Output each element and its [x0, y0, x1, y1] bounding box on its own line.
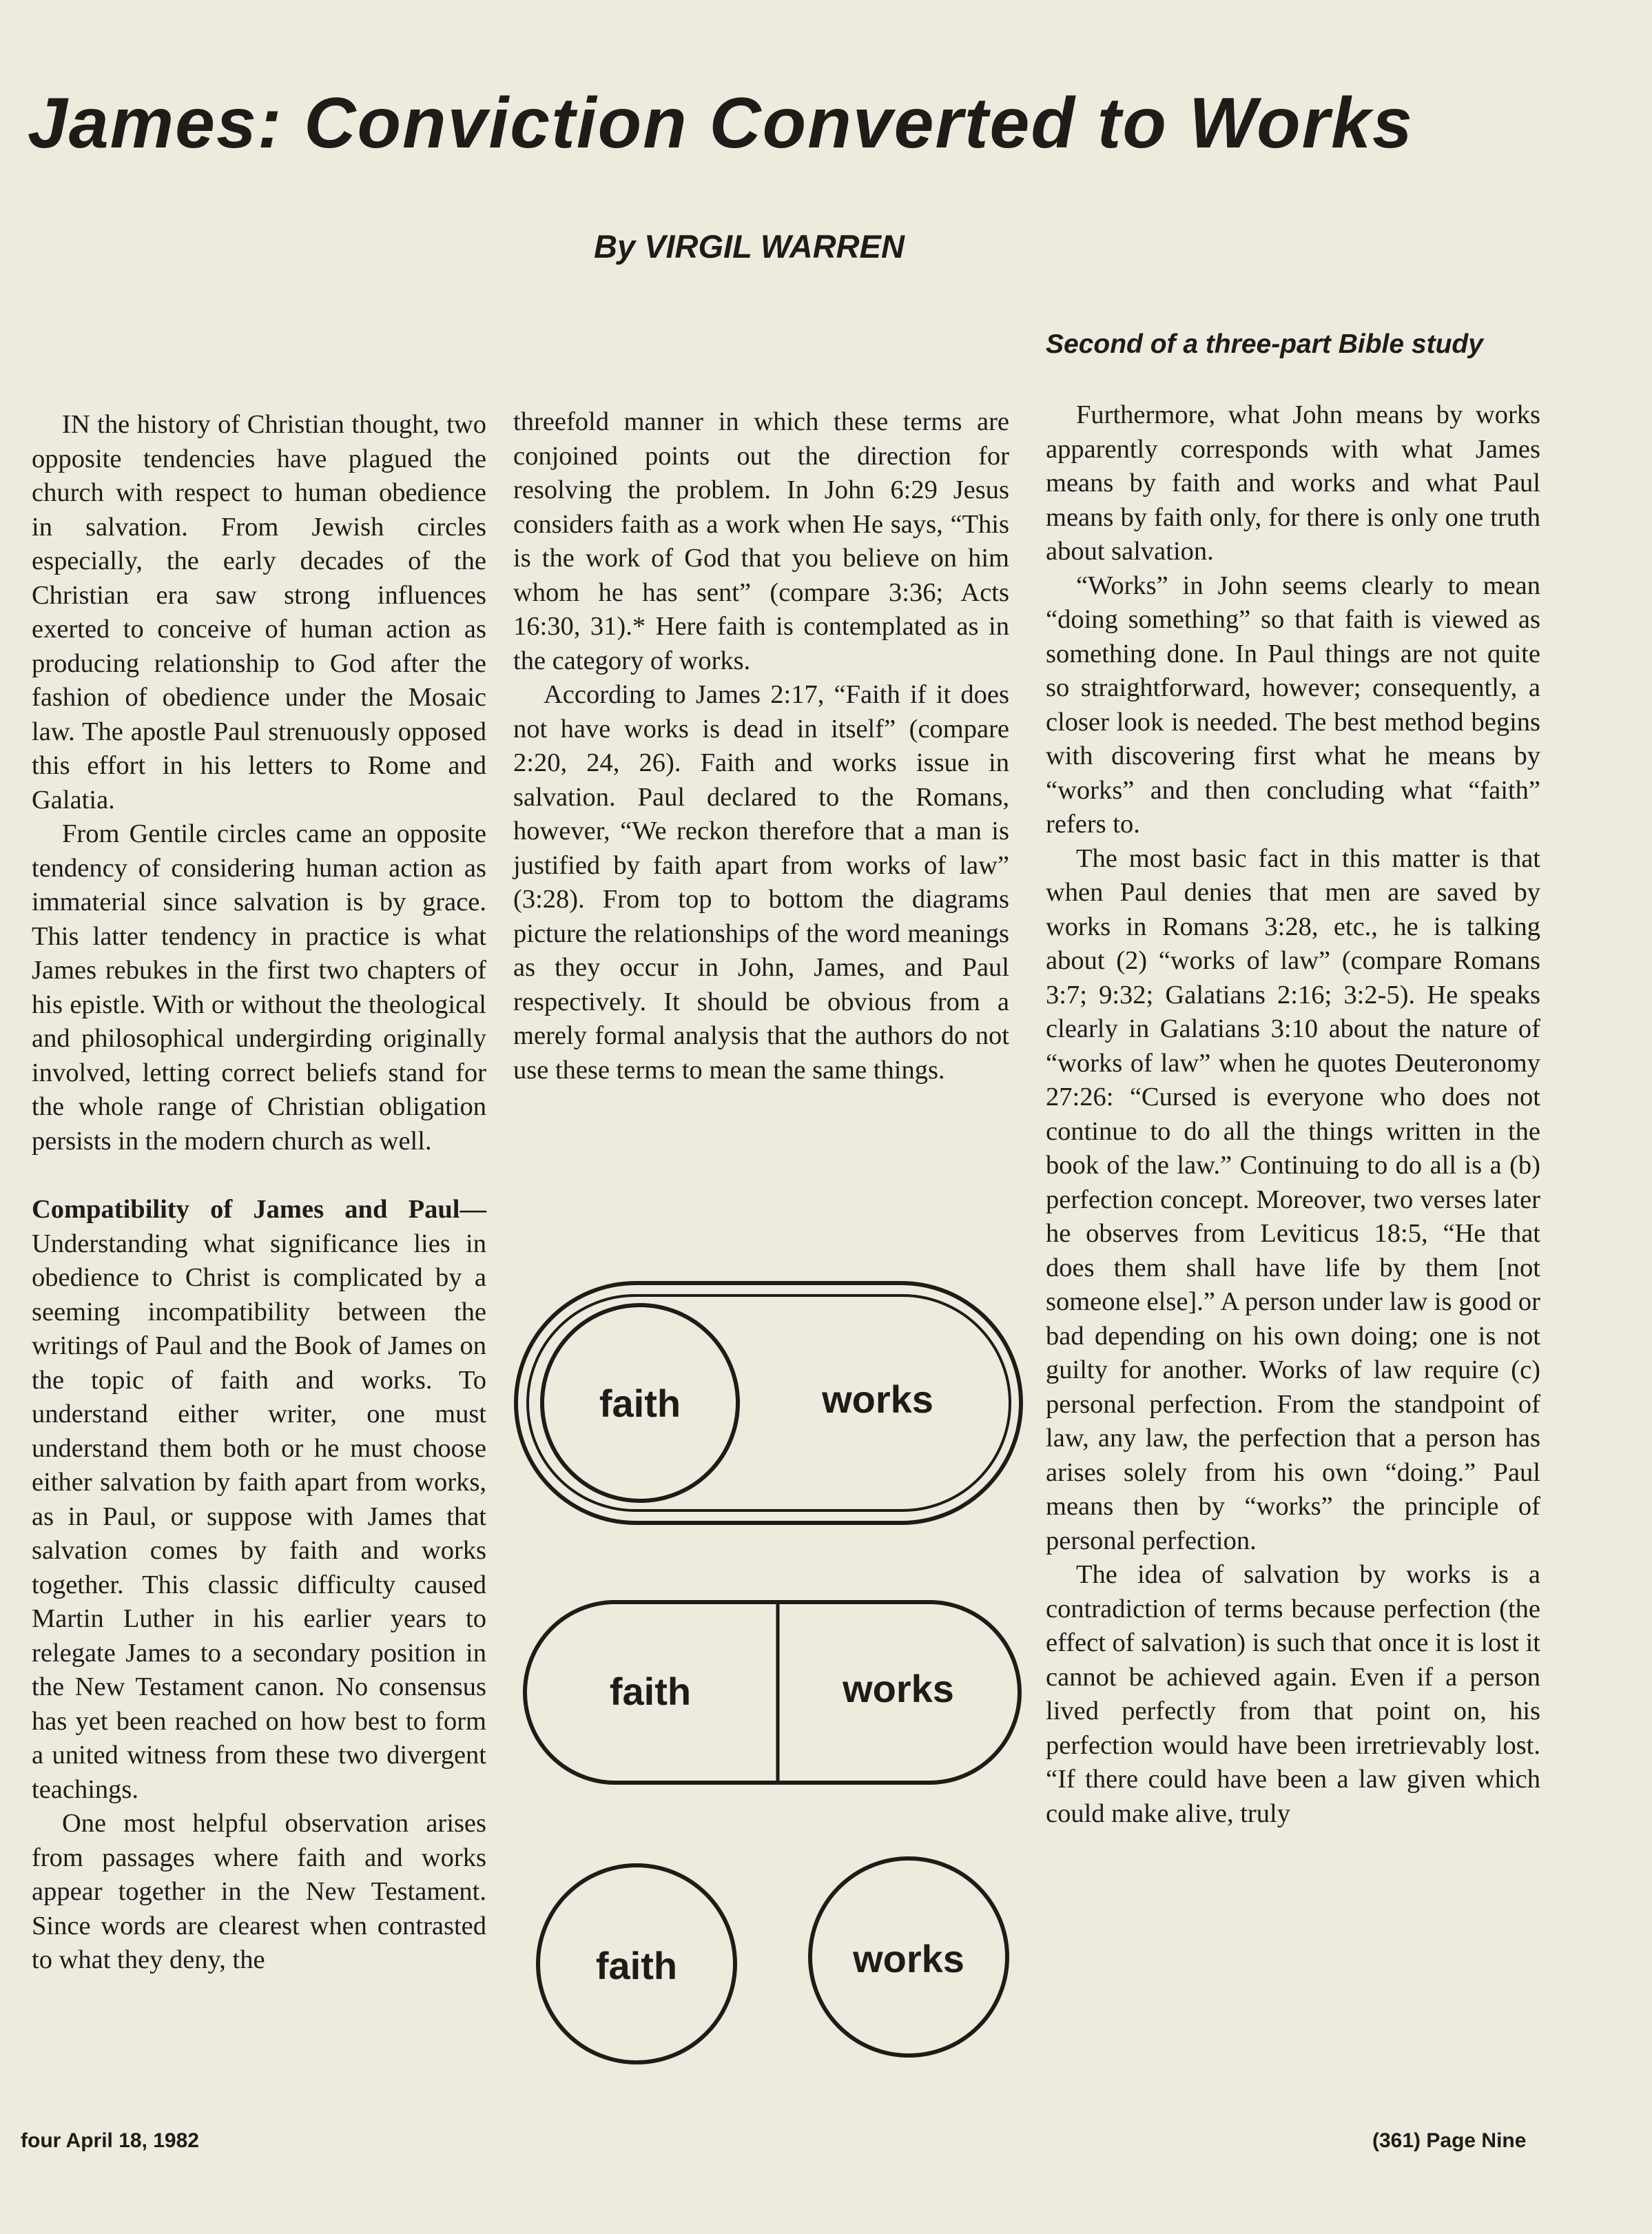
diagram-svg: [513, 1275, 1028, 2102]
section-heading: Compatibility of James and Paul—: [32, 1195, 486, 1224]
section-text: Understanding what significance lies in obedience to Christ is complicated by a seeming incompatibility between the writings of Paul and the Book of James on the topic of faith and works. To understand either writer, one must understand them both or he must choose either salvation by faith apart from works, as in Paul, or suppose with James that salvation comes by faith and works together. This classic difficulty caused Martin Luther in his earlier years to relegate James to a secondary position in the New Testament canon. No consensus has yet been reached on how best to form a united witness from these two divergent teachings.: [32, 1229, 486, 1804]
diagram-paul-faith-label: faith: [595, 1944, 678, 1987]
byline: By VIRGIL WARREN: [594, 228, 905, 265]
paragraph: From Gentile circles came an opposite tendency of considering human action as immaterial since salvation is by grace. This latter tendency in practice is what James rebukes in the first two chapters of his epistle. With or without the theological and philosophical undergirding originally involved, letting correct beliefs stand for the whole range of Christian obligation persists in the modern church as well.: [32, 819, 486, 1156]
column-right: [1046, 398, 1540, 1831]
diagram-james-works-label: works: [843, 1667, 954, 1710]
faith-works-diagrams: [513, 1275, 1028, 2102]
paragraph: One most helpful observation arises from passages where faith and works appear together in the New Testament. Since words are clearest when contrasted to what they deny, the: [32, 1809, 486, 1974]
diagram-james-faith-label: faith: [609, 1670, 692, 1713]
diagram-paul-works-label: works: [853, 1937, 964, 1980]
diagram-james: [525, 1602, 1020, 1783]
paragraph: IN the history of Christian thought, two opposite tendencies have plagued the church with respect to human obedience in salvation. From Jewish circles especially, the early decades of the Christian era saw strong influences exerted to conceive of human action as producing relationship to God after the fashion of obedience under the Mosaic law. The apostle Paul strenuously opposed this effort in his letters to Rome and Galatia.: [32, 410, 486, 814]
section-paragraph: [32, 1193, 486, 1807]
paragraph: “Works” in John seems clearly to mean “doing something” so that faith is viewed as something done. In Paul things are not quite so straightforward, however; consequently, a closer look is needed. The best method begins with discovering first what he means by “works” and then concluding what “faith” refers to.: [1046, 571, 1540, 839]
paragraph: According to James 2:17, “Faith if it does not have works is dead in itself” (compare 2:20, 24, 26). Faith and works issue in salvation. Paul declared to the Romans, however, “We reckon therefore that a man is justified by faith apart from works of law” (3:28). From top to bottom the diagrams picture the relationships of the word meanings as they occur in John, James, and Paul respectively. It should be obvious from a merely formal analysis that the authors do not use these terms to mean the same things.: [513, 680, 1009, 1085]
paragraph: The most basic fact in this matter is that when Paul denies that men are saved by works in Romans 3:28, etc., he is talking about (2) “works of law” (compare Romans 3:7; 9:32; Galatians 2:16; 3:2-5). He speaks clearly in Galatians 3:10 about the nature of “works of law” when he quotes Deuteronomy 27:26: “Cursed is everyone who does not continue to do all the things written in the book of the law.” Continuing to do all is a (b) perfection concept. Moreover, two verses later he observes from Leviticus 18:5, “He that does them shall have life by them [not someone else].” A person under law is good or bad depending on his own doing; one is not guilty for another. Works of law require (c) personal perfection. From the standpoint of law, any law, the perfection that a person has arises solely from his own “doing.” Paul means then by “works” the principle of personal perfection.: [1046, 843, 1540, 1555]
diagram-paul: [538, 1858, 1007, 2062]
paragraph: The idea of salvation by works is a contradiction of terms because perfection (the effect of salvation) is such that once it is lost it cannot be achieved again. Even if a person lived perfectly from that point on, his perfection would have been irretrievably lost. “If there could have been a law given which could make alive, truly: [1046, 1560, 1540, 1828]
footer-page-number: (361) Page Nine: [1372, 2129, 1527, 2152]
paragraph: threefold manner in which these terms are conjoined points out the direction for resolving the problem. In John 6:29 Jesus considers faith as a work when He says, “This is the work of God that you believe on him whom he has sent” (compare 3:36; Acts 16:30, 31).* Here faith is contemplated as in the category of works.: [513, 407, 1009, 675]
column-left: [32, 408, 486, 1978]
article-title: James: Conviction Converted to Works: [28, 83, 1414, 163]
series-subhead: Second of a three-part Bible study: [1046, 329, 1483, 359]
diagram-john: [516, 1283, 1021, 1523]
diagram-john-works-label: works: [822, 1377, 933, 1421]
footer-date: four April 18, 1982: [21, 2129, 199, 2152]
column-middle: [513, 405, 1009, 1087]
diagram-john-faith-label: faith: [599, 1382, 681, 1425]
paragraph: Furthermore, what John means by works apparently corresponds with what James means by faith and works and what Paul means by faith only, for there is only one truth about salvation.: [1046, 400, 1540, 566]
